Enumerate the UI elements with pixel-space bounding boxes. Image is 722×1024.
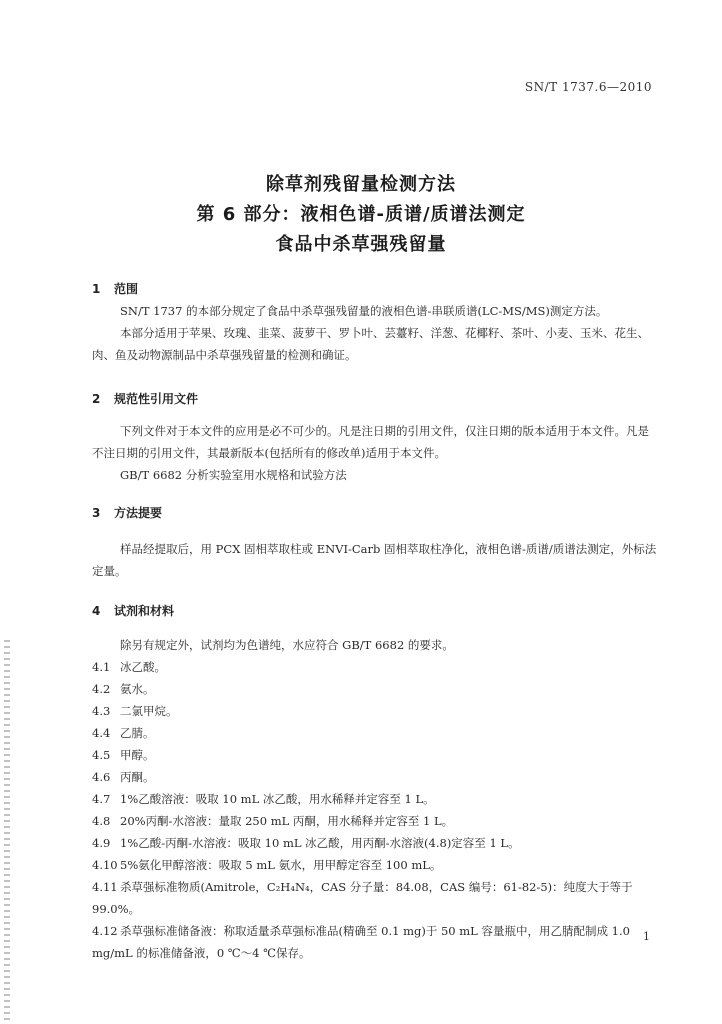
item-number: 4.9 (92, 836, 111, 850)
section-1-para-1: SN/T 1737 的本部分规定了食品中杀草强残留量的液相色谱-串联质谱(LC-MS/MS)测定方法。 (120, 304, 608, 318)
item-text: 甲醇。 (120, 748, 155, 762)
list-item (92, 722, 658, 744)
section-1-heading (92, 280, 138, 297)
section-2-para-1: 下列文件对于本文件的应用是必不可少的。凡是注日期的引用文件，仅注日期的版本适用于本文件。凡是不注日期的引用文件，其最新版本(包括所有的修改单)适用于本文件。 (92, 424, 649, 460)
item-number: 4.3 (92, 704, 111, 718)
section-title: 方法提要 (114, 506, 163, 520)
section-1-para-2: 本部分适用于苹果、玫瑰、韭菜、菠萝干、罗卜叶、芸薹籽、洋葱、花椰籽、茶叶、小麦、玉米、花生、肉、鱼及动物源制品中杀草强残留量的检测和确证。 (92, 326, 649, 362)
list-item (92, 744, 658, 766)
item-text: 氨水。 (120, 682, 155, 696)
title-line-3: 食品中杀草强残留量 (275, 234, 447, 255)
title-line-1: 除草剂残留量检测方法 (266, 174, 456, 195)
page-number: 1 (643, 930, 650, 943)
standard-code: SN/T 1737.6—2010 (524, 80, 652, 94)
item-number: 4.8 (92, 814, 111, 828)
section-number: 3 (92, 506, 101, 520)
section-number: 4 (92, 604, 101, 618)
binding-marks (4, 640, 10, 1020)
item-text: 1%乙酸溶液：吸取 10 mL 冰乙酸，用水稀释并定容至 1 L。 (120, 792, 435, 806)
section-number: 2 (92, 392, 101, 406)
list-item (92, 766, 658, 788)
item-text: 二氯甲烷。 (120, 704, 178, 718)
item-text: 乙腈。 (120, 726, 155, 740)
list-item (92, 788, 658, 810)
section-3-para-1: 样品经提取后，用 PCX 固相萃取柱或 ENVI-Carb 固相萃取柱净化，液相色谱-质谱/质谱法测定，外标法定量。 (92, 542, 657, 578)
item-text: 冰乙酸。 (120, 660, 166, 674)
section-4-intro: 除另有规定外，试剂均为色谱纯，水应符合 GB/T 6682 的要求。 (120, 638, 454, 652)
item-number: 4.4 (92, 726, 111, 740)
item-number: 4.5 (92, 748, 111, 762)
item-number: 4.10 (92, 858, 118, 872)
list-item (92, 678, 658, 700)
section-3-heading (92, 504, 162, 521)
item-number: 4.12 (92, 924, 118, 938)
item-text: 5%氨化甲醇溶液：吸取 5 mL 氨水，用甲醇定容至 100 mL。 (120, 858, 442, 872)
item-number: 4.11 (92, 880, 118, 894)
item-text: 杀草强标准物质(Amitrole，C₂H₄N₄，CAS 分子量：84.08，CAS 编号：61-82-5)：纯度大于等于 99.0%。 (92, 880, 633, 916)
item-text: 杀草强标准储备液：称取适量杀草强标准品(精确至 0.1 mg)于 50 mL 容量瓶中，用乙腈配制成 1.0 mg/mL 的标准储备液，0 ℃～4 ℃保存。 (92, 924, 630, 960)
section-number: 1 (92, 282, 101, 296)
section-title: 范围 (114, 282, 139, 296)
section-2-para-2: GB/T 6682 分析实验室用水规格和试验方法 (120, 468, 347, 482)
section-title: 规范性引用文件 (114, 392, 199, 406)
title-line-2: 第 6 部分：液相色谱-质谱/质谱法测定 (196, 204, 526, 225)
list-item (92, 832, 658, 854)
item-text: 1%乙酸-丙酮-水溶液：吸取 10 mL 冰乙酸，用丙酮-水溶液(4.8)定容至 1 L。 (120, 836, 520, 850)
list-item (92, 876, 658, 920)
list-item (92, 810, 658, 832)
section-title: 试剂和材料 (114, 604, 175, 618)
item-text: 20%丙酮-水溶液：量取 250 mL 丙酮，用水稀释并定容至 1 L。 (120, 814, 454, 828)
item-number: 4.7 (92, 792, 111, 806)
list-item (92, 700, 658, 722)
section-2-heading (92, 390, 198, 407)
item-number: 4.2 (92, 682, 111, 696)
item-number: 4.1 (92, 660, 111, 674)
section-4-heading (92, 602, 174, 619)
document-title (0, 170, 722, 260)
item-number: 4.6 (92, 770, 111, 784)
list-item (92, 656, 658, 678)
list-item (92, 920, 658, 964)
item-text: 丙酮。 (120, 770, 155, 784)
list-item (92, 854, 658, 876)
